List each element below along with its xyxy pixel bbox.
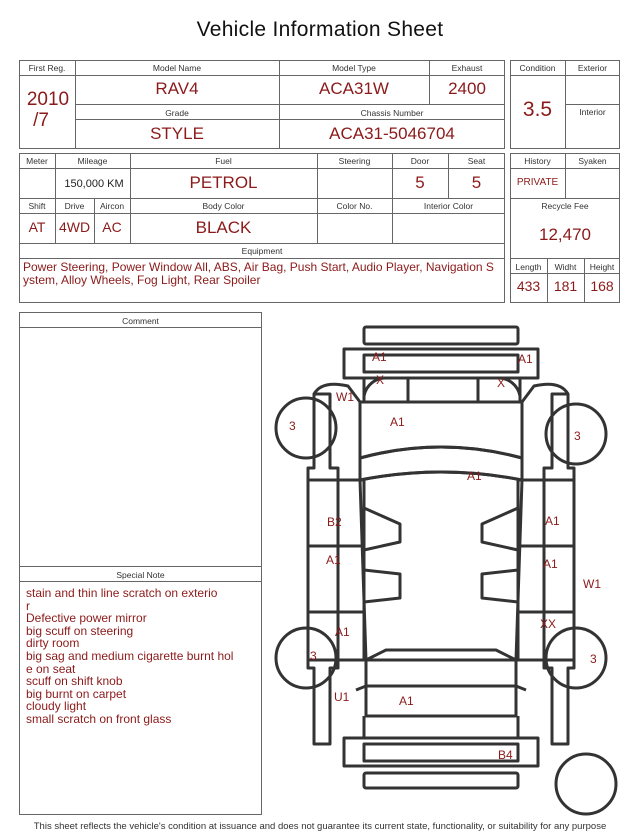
width-value: 181 — [553, 278, 578, 294]
disclaimer-footer: This sheet reflects the vehicle's condition at issuance and does not guarantee its current state, functionality, or suitability for any purpose — [33, 821, 607, 832]
model-type-value: ACA31W — [319, 79, 389, 98]
model-name-value: RAV4 — [155, 79, 199, 98]
special-note-item: dirty room — [26, 636, 80, 651]
damage-mark-wheel-rear-left: 3 — [310, 649, 317, 663]
damage-mark-wheel-front-left: 3 — [289, 419, 296, 433]
aircon-value: AC — [102, 219, 122, 235]
damage-mark-front-bumper-right: A1 — [518, 352, 533, 366]
seat-label: Seat — [467, 156, 486, 166]
damage-mark-quarter-right: XX — [540, 617, 557, 631]
grade-value: STYLE — [150, 124, 204, 143]
condition-score: 3.5 — [522, 98, 553, 121]
special-note-item: big sag and medium cigarette burnt hol e on seat — [26, 648, 234, 676]
special-note-item: cloudy light — [26, 699, 87, 714]
damage-mark-trunk: A1 — [399, 694, 414, 708]
damage-mark-quarter-left: A1 — [335, 625, 350, 639]
model-type-label: Model Type — [332, 63, 376, 73]
width-label: Widht — [554, 262, 577, 272]
special-note-list — [26, 587, 258, 726]
model-name-label: Model Name — [152, 63, 202, 73]
damage-mark-rear-quarter-left: U1 — [334, 690, 350, 704]
damage-mark-front-bumper-left: A1 — [372, 350, 387, 364]
length-value: 433 — [516, 278, 541, 294]
fuel-label: Fuel — [215, 156, 232, 166]
color-no-label: Color No. — [336, 201, 373, 211]
history-value: PRIVATE — [516, 177, 559, 188]
interior-label: Interior — [579, 107, 606, 117]
damage-mark-hood-left: A1 — [390, 415, 405, 429]
seat-value: 5 — [471, 173, 482, 192]
mileage-label: Mileage — [77, 156, 108, 166]
damage-mark-fender-front-left: W1 — [336, 390, 354, 404]
equipment-value: Power Steering, Power Window All, ABS, Air Bag, Push Start, Audio Player, Navigation System, Alloy Wheels, Fog Light, Rear Spoiler — [23, 260, 494, 287]
body-color-label: Body Color — [202, 201, 245, 211]
exterior-label: Exterior — [577, 63, 608, 73]
sheet-title: Vehicle Information Sheet — [196, 18, 444, 41]
damage-mark-headlight-right: X — [497, 376, 506, 390]
steering-label: Steering — [338, 156, 371, 166]
damage-mark-headlight-left: X — [376, 373, 385, 387]
mileage-value: 150,000 KM — [64, 178, 124, 190]
drive-value: 4WD — [58, 219, 91, 235]
damage-mark-door-front-right: A1 — [545, 514, 560, 528]
height-value: 168 — [590, 278, 614, 294]
damage-mark-wheel-front-right: 3 — [574, 429, 581, 443]
equipment-label: Equipment — [241, 246, 283, 256]
comment-label: Comment — [122, 316, 159, 326]
damage-mark-door-rear-left: A1 — [326, 553, 341, 567]
grade-label: Grade — [165, 108, 189, 118]
special-note-item: big burnt on carpet — [26, 686, 127, 701]
special-note-item: small scratch on front glass — [26, 711, 172, 726]
exhaust-label: Exhaust — [451, 63, 483, 73]
recycle-fee-value: 12,470 — [539, 225, 591, 244]
drive-label: Drive — [64, 201, 85, 211]
door-label: Door — [410, 156, 430, 166]
car-damage-diagram — [268, 318, 628, 818]
special-note-item: Defective power mirror — [26, 611, 147, 626]
special-note-item: scuff on shift knob — [26, 674, 123, 689]
recycle-fee-label: Recycle Fee — [541, 201, 589, 211]
damage-mark-hood-right: A1 — [467, 469, 482, 483]
damage-mark-side-right: W1 — [583, 577, 601, 591]
history-label: History — [524, 156, 551, 166]
syaken-label: Syaken — [578, 156, 607, 166]
comment-box — [19, 312, 262, 815]
chassis-value: ACA31-5046704 — [329, 124, 455, 143]
damage-mark-wheel-rear-right: 3 — [590, 652, 597, 666]
meter-label: Meter — [26, 156, 48, 166]
shift-value: AT — [28, 219, 46, 235]
damage-mark-rear-bumper: B4 — [498, 748, 513, 762]
exhaust-value: 2400 — [448, 79, 486, 98]
aircon-label: Aircon — [99, 201, 125, 211]
special-note-item: big scuff on steering — [26, 623, 134, 638]
fuel-value: PETROL — [189, 173, 258, 192]
shift-label: Shift — [28, 201, 46, 211]
special-note-item: stain and thin line scratch on exterio r — [26, 586, 218, 613]
door-value: 5 — [415, 173, 425, 192]
damage-mark-door-rear-right: A1 — [543, 557, 558, 571]
height-label: Height — [589, 262, 615, 272]
body-color-value: BLACK — [195, 218, 252, 237]
special-note-label: Special Note — [116, 570, 165, 580]
first-reg-year: 2010 — [26, 89, 70, 110]
length-label: Length — [515, 262, 542, 272]
interior-color-label: Interior Color — [423, 201, 474, 211]
first-reg-label: First Reg. — [28, 63, 66, 73]
condition-label: Condition — [519, 63, 556, 73]
damage-mark-door-front-left: B2 — [327, 515, 342, 529]
chassis-label: Chassis Number — [360, 108, 424, 118]
first-reg-month: /7 — [33, 110, 49, 131]
